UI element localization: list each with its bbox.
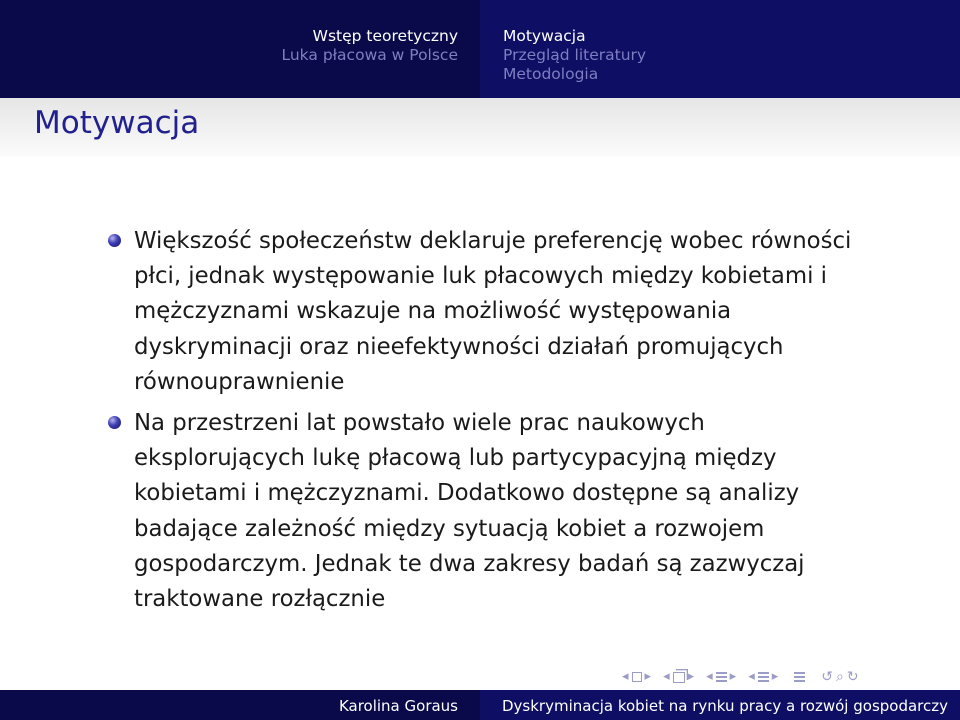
bullet-line: eksplorujących lukę płacową lub partycypacyjną między [134,445,777,472]
nav-next-subsection-icon[interactable]: ▸ [729,669,737,684]
subsection-icon[interactable] [716,676,727,678]
bullet-ball-icon [108,416,121,429]
bullet-line: gospodarczym. Jednak te dwa zakresy badań są zazwyczaj [134,550,805,577]
list-item [103,224,903,400]
beamer-navigation-symbols [622,670,859,684]
page-title: Motywacja [34,105,200,141]
header-right-panel [480,0,960,98]
nav-item-metodologia[interactable]: Metodologia [503,65,599,83]
bullet-line: Większość społeczeństw deklaruje preferencję wobec równości [134,228,852,254]
nav-item-przeglad-literatury[interactable]: Przegląd literatury [503,46,647,64]
bullet-ball-icon [108,234,121,247]
search-icon[interactable]: ⌕ [835,669,844,685]
bullet-line: płci, jednak występowanie luk płacowych między kobietami i [134,263,828,290]
nav-item-motywacja[interactable]: Motywacja [503,27,586,45]
header-left-panel [0,0,480,98]
back-search-icon[interactable]: ↺ [821,669,833,685]
nav-section-link[interactable]: Wstęp teoretyczny [312,27,458,45]
slide-icon[interactable] [632,672,642,682]
footer-author: Karolina Goraus [338,697,458,715]
nav-next-slide-icon[interactable]: ▸ [644,669,652,684]
bullet-list [103,224,903,623]
bullet-line: dyskryminacji oraz nieefektywności działań promujących [134,333,784,360]
nav-prev-section-icon[interactable]: ◂ [748,669,755,684]
bullet-line: równouprawnienie [134,368,345,395]
footer-left-panel [0,690,480,720]
document-icon[interactable] [794,676,805,678]
frame-icon[interactable] [673,672,685,683]
header-navigation [0,0,960,98]
forward-search-icon[interactable]: ↻ [846,669,859,685]
footer-title: Dyskryminacja kobiet na rynku pracy a rozwój gospodarczy [502,697,949,715]
bullet-line: kobietami i mężczyznami. Dodatkowo dostępne są analizy [134,480,800,507]
bullet-line: Na przestrzeni lat powstało wiele prac naukowych [134,410,705,437]
nav-prev-slide-icon[interactable]: ◂ [622,669,629,684]
nav-prev-frame-icon[interactable]: ◂ [663,669,670,684]
section-icon[interactable] [758,676,769,678]
frame-title-bar [0,98,960,156]
nav-prev-subsection-icon[interactable]: ◂ [706,669,713,684]
nav-subsection-link[interactable]: Luka płacowa w Polsce [281,46,458,64]
nav-next-section-icon[interactable]: ▸ [771,669,779,684]
list-item [103,406,903,617]
bullet-line: mężczyznami wskazuje na możliwość występowania [134,298,732,325]
bullet-line: traktowane rozłącznie [134,586,386,613]
footer-bar [0,690,960,720]
nav-next-frame-icon[interactable]: ▸ [687,669,695,684]
bullet-line: badające zależność między sytuacją kobiet a rozwojem [134,515,765,542]
footer-right-panel [480,690,960,720]
